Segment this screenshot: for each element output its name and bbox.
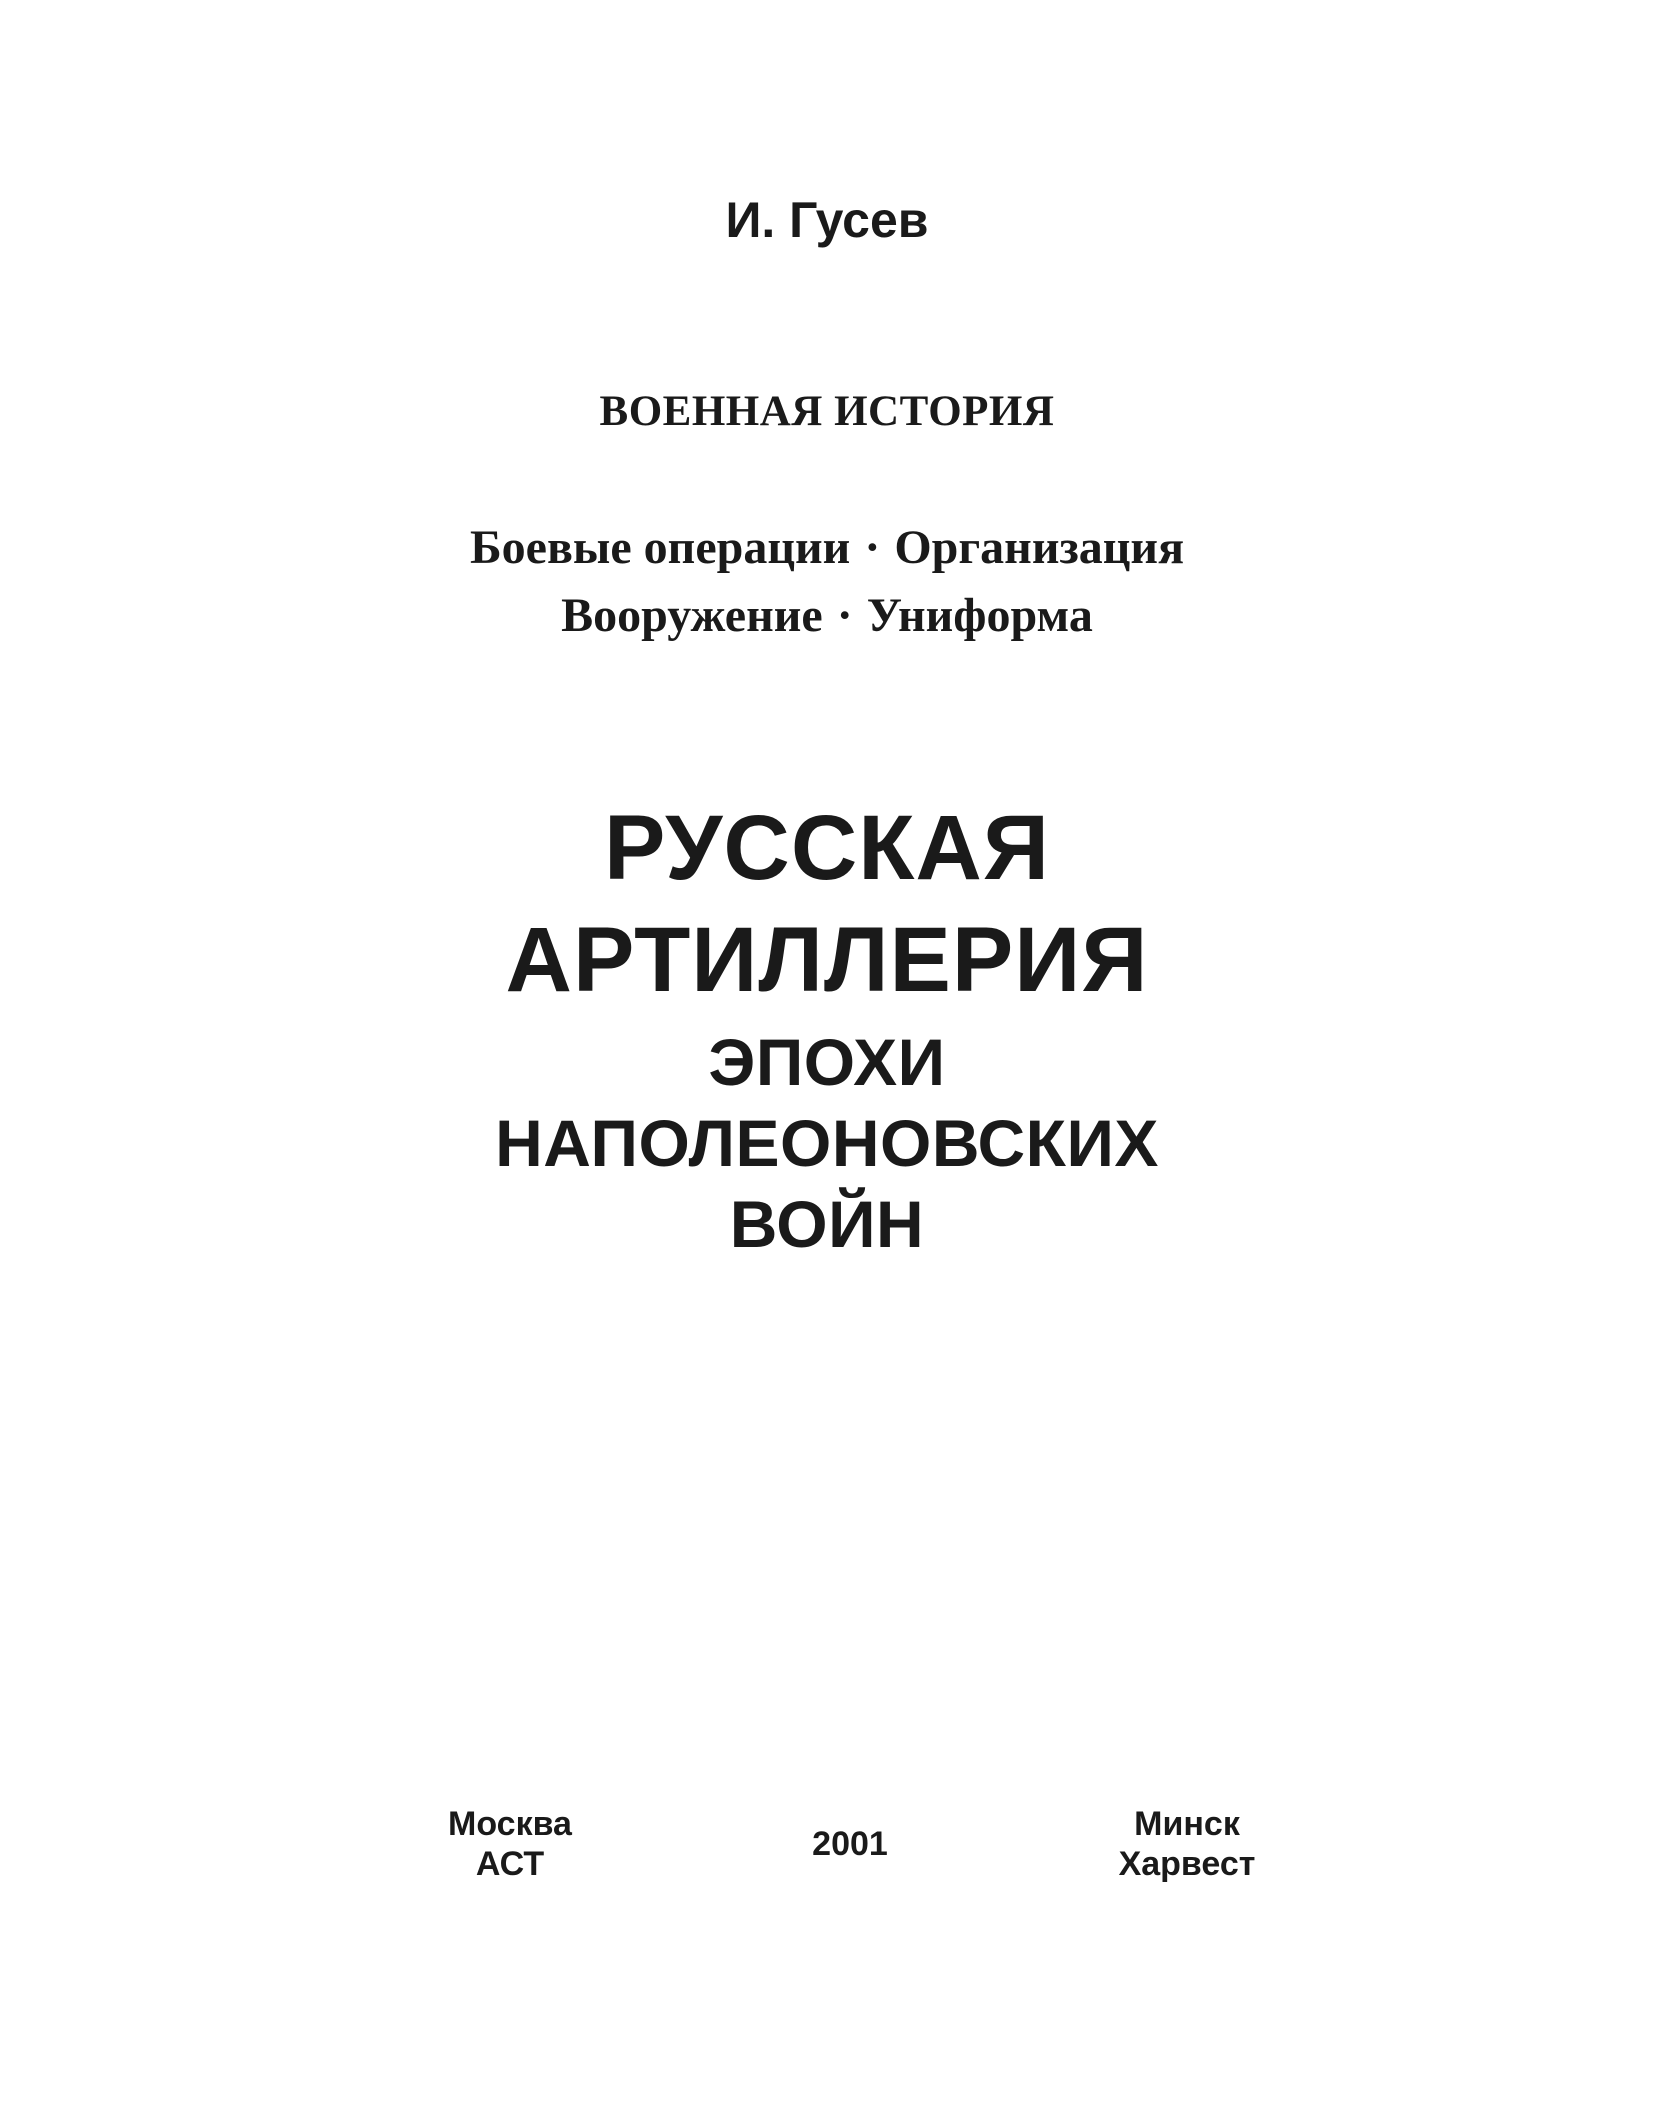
subtitle-item-organization: Организация [894,521,1185,574]
subtitle-item-combat-operations: Боевые операции [469,521,851,574]
book-title-line: АРТИЛЛЕРИЯ [505,909,1149,1011]
subtitle-item-uniform: Униформа [866,589,1093,642]
series-subtitle [0,514,1654,650]
book-title-main [0,792,1654,1016]
book-subtitle-line: НАПОЛЕОНОВСКИХ [495,1106,1159,1180]
book-subtitle-line: ВОЙН [729,1187,925,1261]
separator-dot: · [864,521,881,574]
author-name: И. Гусев [725,192,929,248]
imprint-publisher: АСТ [475,1845,545,1883]
series-title: ВОЕННАЯ ИСТОРИЯ [599,388,1055,435]
series-subtitle-line-1 [0,514,1654,582]
imprint-publisher: Харвест [1118,1845,1256,1883]
imprint-minsk [1082,1804,1292,1884]
book-subtitle-line: ЭПОХИ [708,1025,946,1099]
book-title-line: РУССКАЯ [604,797,1050,899]
imprint-moscow [410,1804,610,1884]
subtitle-item-armament: Вооружение [561,589,823,642]
imprint-year: 2001 [812,1825,888,1863]
series-subtitle-line-2 [0,582,1654,650]
book-title-sub [0,1022,1654,1265]
imprint-city: Москва [448,1805,572,1843]
imprint-city: Минск [1134,1805,1240,1843]
separator-dot: · [836,589,853,642]
